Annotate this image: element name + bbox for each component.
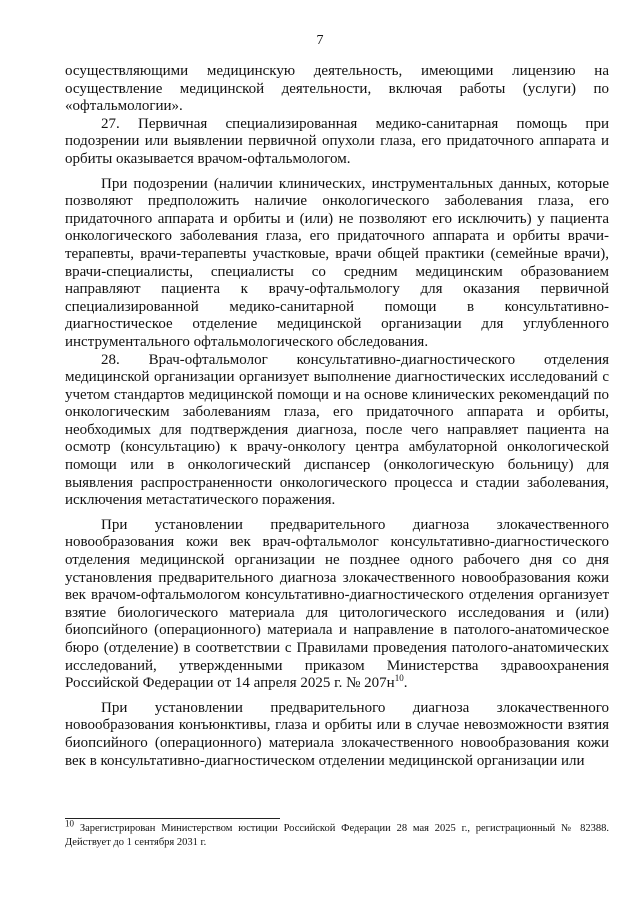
paragraph-skin-eyelid-text: При установлении предварительного диагноза злокачественного новообразования кожи век врач-офтальмолог консультативно-диагностического отделения медицинской организации не позднее одного рабочего дня со дня установления предварительного диагноза злокачественного новообразования кожи век врачом-офтальмологом консультативно-диагностического отделения организует взятие биологического материала для цитологического исследования и (или) биопсийного (операционного) материала и направление в патолого-анатомическое бюро (отделение) в соответствии с Правилами проведения патолого-анатомических исследований, утвержденными приказом Министерства здравоохранения Российской Федерации от 14 апреля 2025 г. № 207н [65,516,609,692]
footnote [65,818,609,849]
paragraph-continuation: осуществляющими медицинскую деятельность, имеющими лицензию на осуществление медицинской деятельности, включая работы (услуги) по «офтальмологии». [65,63,609,115]
paragraph-suspicion-referral: При подозрении (наличии клинических, инструментальных данных, которые позволяют предположить наличие онкологического заболевания глаза, его придаточного аппарата и орбиты и (или) не позволяют его исключить) у пациента онкологического заболевания глаза, его придаточного аппарата и орбиты врачи-терапевты, врачи-терапевты участковые, врачи общей практики (семейные врачи), врачи-специалисты, специалисты со средним медицинским образованием направляют пациента к врачу-офтальмологу для оказания первичной специализированной медико-санитарной помощи в консультативно-диагностическое отделение медицинской организации для углубленного инструментального офтальмологического обследования. [65,175,609,350]
paragraph-skin-eyelid-end: . [403,675,408,692]
paragraph-conjunctiva-diagnosis: При установлении предварительного диагноза злокачественного новообразования конъюнктивы, глаза и орбиты или в случае невозможности взятия биопсийного (операционного) материала злокачественного новообразования кожи век в консультативно-диагностическом отделении медицинской организации или [65,699,609,769]
page-number: 7 [316,33,324,48]
paragraph-27: 27. Первичная специализированная медико-санитарная помощь при подозрении или выявлении первичной опухоли глаза, его придаточного аппарата и орбиты оказывается врачом-офтальмологом. [65,115,609,167]
footnote-marker: 10 [65,818,74,829]
footnote-body: Зарегистрирован Министерством юстиции Российской Федерации 28 мая 2025 г., регистрационный № 82388. Действует до 1 сентября 2031 г. [65,823,609,848]
footnote-text [65,818,609,849]
paragraph-28: 28. Врач-офтальмолог консультативно-диагностического отделения медицинской организации организует выполнение диагностических исследований с учетом стандартов медицинской помощи и на основе клинических рекомендаций по онкологическим заболеваниям глаза, его придаточного аппарата и орбиты, необходимых для подтверждения диагноза, после чего направляет пациента на осмотр (консультацию) к врачу-онкологу центра амбулаторной онкологической помощи или в онкологический диспансер (онкологическую больницу) для выявления распространенности онкологического процесса и стадии заболевания, исключения метастатического поражения. [65,351,609,509]
footnote-divider [65,818,280,819]
paragraph-skin-eyelid-diagnosis [65,517,609,693]
body-text [65,63,609,770]
footnote-reference: 10 [394,673,404,684]
